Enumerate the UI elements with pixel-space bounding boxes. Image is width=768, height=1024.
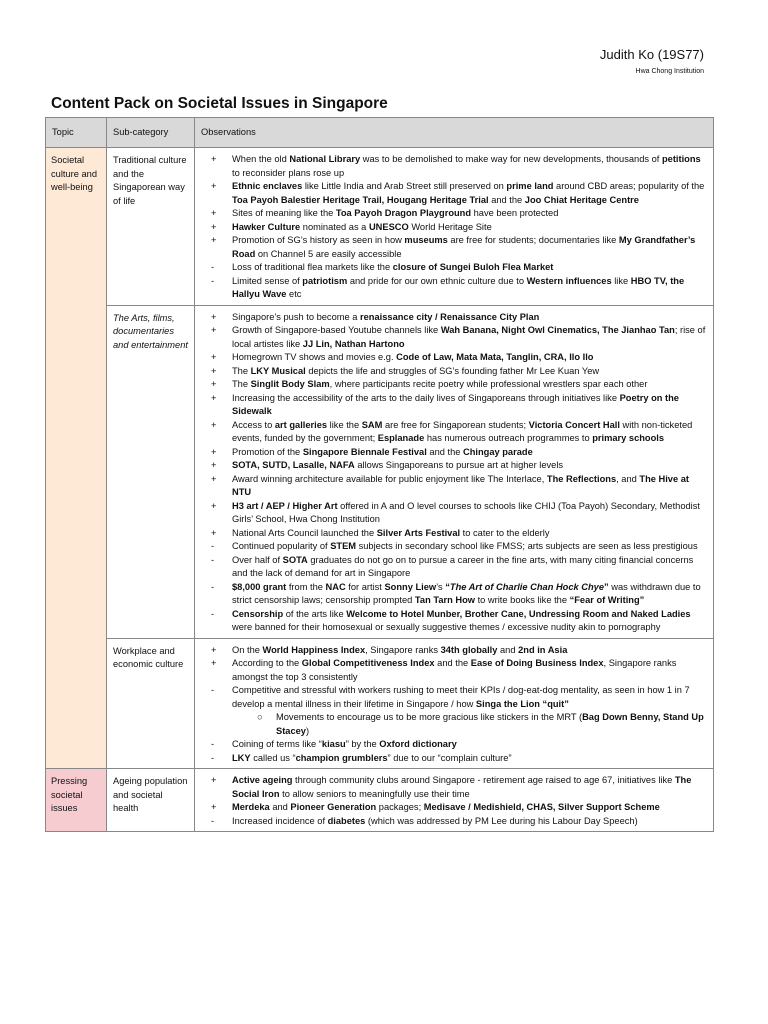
observation-text: Sites of meaning like the Toa Payoh Dragon Playground have been protected: [232, 208, 559, 218]
observation-item: [201, 275, 707, 302]
observation-item: [201, 392, 707, 419]
header-topic: Topic: [46, 118, 107, 148]
bullet-marker: +: [211, 527, 217, 538]
subcategory-label: The Arts, films, documentaries and entertainment: [113, 312, 188, 350]
observation-text: Award winning architecture available for public enjoyment like The Interlace, The Reflections, and The Hive at NTU: [232, 473, 689, 497]
observation-text: Merdeka and Pioneer Generation packages; Medisave / Medishield, CHAS, Silver Support Scheme: [232, 802, 660, 812]
observation-item: [201, 554, 707, 581]
observation-text: Hawker Culture nominated as a UNESCO World Heritage Site: [232, 221, 492, 232]
bullet-marker: +: [211, 419, 217, 430]
observation-text: Access to art galleries like the SAM are free for Singaporean students; Victoria Concert Hall with non-ticketed events, funded by the government; Esplanade has numerous outreach programmes to primary schools: [232, 419, 693, 443]
observation-text: Singapore’s push to become a renaissance city / Renaissance City Plan: [232, 311, 540, 322]
observation-text: Promotion of the Singapore Biennale Festival and the Chingay parade: [232, 446, 533, 457]
observation-list: [201, 311, 707, 635]
observation-text: H3 art / AEP / Higher Art offered in A and O level courses to schools like CHIJ (Toa Payoh) Secondary, Methodist Girls’ School, Hwa Chong Institution: [232, 500, 700, 524]
bullet-marker: ○: [257, 712, 263, 722]
bullet-marker: +: [211, 154, 217, 164]
subcategory-cell: [107, 769, 195, 832]
bullet-marker: +: [211, 221, 217, 232]
bullet-marker: +: [211, 446, 217, 457]
observation-item: [201, 527, 707, 541]
observation-text: Coining of terms like “kiasu” by the Oxford dictionary: [232, 739, 457, 749]
topic-label: Pressing societal issues: [51, 776, 88, 813]
bullet-marker: -: [211, 275, 215, 286]
observation-text: Homegrown TV shows and movies e.g. Code of Law, Mata Mata, Tanglin, CRA, Ilo Ilo: [232, 352, 594, 362]
bullet-marker: +: [211, 379, 217, 389]
subcategory-cell: [107, 638, 195, 769]
content-table: [45, 117, 714, 832]
observation-item: [201, 581, 707, 608]
observation-item: [201, 234, 707, 261]
observation-item: [201, 500, 707, 527]
observation-text: SOTA, SUTD, Lasalle, NAFA allows Singaporeans to pursue art at higher levels: [232, 460, 564, 470]
topic-cell-pressing: [46, 769, 107, 832]
observation-list: [201, 644, 707, 766]
bullet-marker: +: [211, 365, 217, 376]
bullet-marker: +: [211, 208, 217, 218]
observation-item: [201, 446, 707, 460]
observation-item: [201, 153, 707, 180]
subcategory-cell: [107, 148, 195, 306]
observation-text: Increased incidence of diabetes (which was addressed by PM Lee during his Labour Day Speech): [232, 815, 638, 826]
topic-label: Societal culture and well-being: [51, 155, 97, 192]
observation-text: Censorship of the arts like Welcome to Hotel Munber, Brother Cane, Undressing Room and Naked Ladies were banned for their homosexual or sexually suggestive themes / excessive nudity akin to pornography: [232, 608, 691, 632]
subcategory-label: Ageing population and societal health: [113, 776, 188, 813]
bullet-marker: -: [211, 815, 215, 826]
header-observations: Observations: [195, 118, 714, 148]
observation-item: [201, 180, 707, 207]
bullet-marker: +: [211, 658, 217, 668]
observation-text: Increasing the accessibility of the arts to the daily lives of Singaporeans through initiatives like Poetry on the Sidewalk: [232, 392, 679, 416]
observation-item: [201, 459, 707, 473]
bullet-marker: +: [211, 392, 217, 403]
observation-text: Ethnic enclaves like Little India and Arab Street still preserved on prime land around CBD areas; popularity of the Toa Payoh Balestier Heritage Trail, Hougang Heritage Trial and the Joo Chiat Heritage Centre: [232, 181, 705, 205]
bullet-marker: +: [211, 352, 217, 362]
topic-cell-culture: [46, 148, 107, 769]
bullet-marker: -: [211, 541, 215, 551]
author-school: Hwa Chong Institution: [635, 68, 704, 75]
subcategory-cell: [107, 305, 195, 638]
observation-text: Growth of Singapore-based Youtube channels like Wah Banana, Night Owl Cinematics, The Jianhao Tan; rise of local artistes like JJ Lin, Nathan Hartono: [232, 325, 706, 349]
observation-text: National Arts Council launched the Silver Arts Festival to cater to the elderly: [232, 527, 550, 538]
bullet-marker: +: [211, 311, 217, 322]
bullet-marker: +: [211, 775, 217, 785]
observation-text: Over half of SOTA graduates do not go on to pursue a career in the fine arts, with many citing financial concerns and the lack of demand for art in Singapore: [232, 554, 694, 578]
author-name: Judith Ko (19S77): [599, 47, 704, 62]
observation-text: $8,000 grant from the NAC for artist Sonny Liew’s “The Art of Charlie Chan Hock Chye” was withdrawn due to strict censorship laws; censorship prompted Tan Tarn How to write books like the “Fear of Writing”: [232, 581, 701, 605]
observation-text: Continued popularity of STEM subjects in secondary school like FMSS; arts subjects are seen as less prestigious: [232, 541, 698, 551]
observation-item: [201, 774, 707, 801]
bullet-marker: +: [211, 500, 217, 511]
bullet-marker: -: [211, 685, 215, 695]
observation-item: [201, 221, 707, 235]
document-title: Content Pack on Societal Issues in Singapore: [51, 95, 388, 112]
observation-item: [201, 351, 707, 365]
observation-item: [201, 311, 707, 325]
observation-item: [201, 473, 707, 500]
bullet-marker: -: [211, 739, 215, 749]
observation-item: [201, 419, 707, 446]
bullet-marker: +: [211, 181, 217, 191]
table-row: [46, 305, 714, 638]
bullet-marker: +: [211, 460, 217, 470]
observations-cell: [195, 305, 714, 638]
observation-item: [201, 801, 707, 815]
observation-item: [201, 752, 707, 766]
table-row: [46, 148, 714, 306]
observations-cell: [195, 769, 714, 832]
table-row: [46, 638, 714, 769]
observation-text: According to the Global Competitiveness Index and the Ease of Doing Business Index, Singapore ranks amongst the top 3 consistently: [232, 658, 677, 682]
bullet-marker: +: [211, 802, 217, 812]
observation-text: When the old National Library was to be demolished to make way for new developments, thousands of petitions to reconsider plans rose up: [232, 154, 701, 178]
observations-cell: [195, 638, 714, 769]
observation-item: [201, 540, 707, 554]
observation-item: [201, 608, 707, 635]
observation-list: [201, 153, 707, 302]
observation-item: [201, 738, 707, 752]
observation-item: [201, 378, 707, 392]
observation-item: [201, 207, 707, 221]
subcategory-label: Traditional culture and the Singaporean way of life: [113, 155, 187, 206]
observation-text: Promotion of SG’s history as seen in how museums are free for students; documentaries like My Grandfather’s Road on Channel 5 are easily accessible: [232, 235, 696, 259]
observation-item: [201, 815, 707, 829]
observations-cell: [195, 148, 714, 306]
bullet-marker: -: [211, 752, 215, 763]
bullet-marker: -: [211, 554, 215, 565]
observation-item: [201, 711, 707, 738]
observation-text: LKY called us “champion grumblers” due to our “complain culture”: [232, 752, 512, 763]
observation-list: [201, 774, 707, 828]
header-subcategory: Sub-category: [107, 118, 195, 148]
observation-item: [201, 657, 707, 684]
observation-text: Active ageing through community clubs around Singapore - retirement age raised to age 67, initiatives like The Social Iron to allow seniors to meaningfully use their time: [232, 775, 692, 799]
bullet-marker: -: [211, 608, 215, 619]
observation-text: The Singlit Body Slam, where participants recite poetry while professional wrestlers spar each other: [232, 379, 648, 389]
subcategory-label: Workplace and economic culture: [113, 645, 184, 669]
table-row: [46, 769, 714, 832]
observation-item: [201, 644, 707, 658]
bullet-marker: +: [211, 473, 217, 484]
observation-item: [201, 365, 707, 379]
bullet-marker: +: [211, 325, 217, 335]
bullet-marker: +: [211, 644, 217, 655]
observation-text: Limited sense of patriotism and pride for our own ethnic culture due to Western influences like HBO TV, the Hallyu Wave etc: [232, 275, 685, 299]
bullet-marker: -: [211, 262, 215, 272]
bullet-marker: -: [211, 581, 215, 592]
observation-item: [201, 324, 707, 351]
table-header-row: [46, 118, 714, 148]
observation-text: Movements to encourage us to be more gracious like stickers in the MRT (Bag Down Benny, Stand Up Stacey): [276, 712, 704, 736]
observation-text: Competitive and stressful with workers rushing to meet their KPIs / dog-eat-dog mentality, as seen in how 1 in 7 develop a mental illness in their lifetime in Singapore / how Singa the Lion “quit”: [232, 685, 690, 709]
observation-item: [201, 684, 707, 711]
author-block: [600, 47, 704, 77]
observation-text: Loss of traditional flea markets like the closure of Sungei Buloh Flea Market: [232, 262, 554, 272]
observation-text: The LKY Musical depicts the life and struggles of SG’s founding father Mr Lee Kuan Yew: [232, 365, 600, 376]
bullet-marker: +: [211, 235, 217, 245]
observation-text: On the World Happiness Index, Singapore ranks 34th globally and 2nd in Asia: [232, 644, 568, 655]
observation-item: [201, 261, 707, 275]
